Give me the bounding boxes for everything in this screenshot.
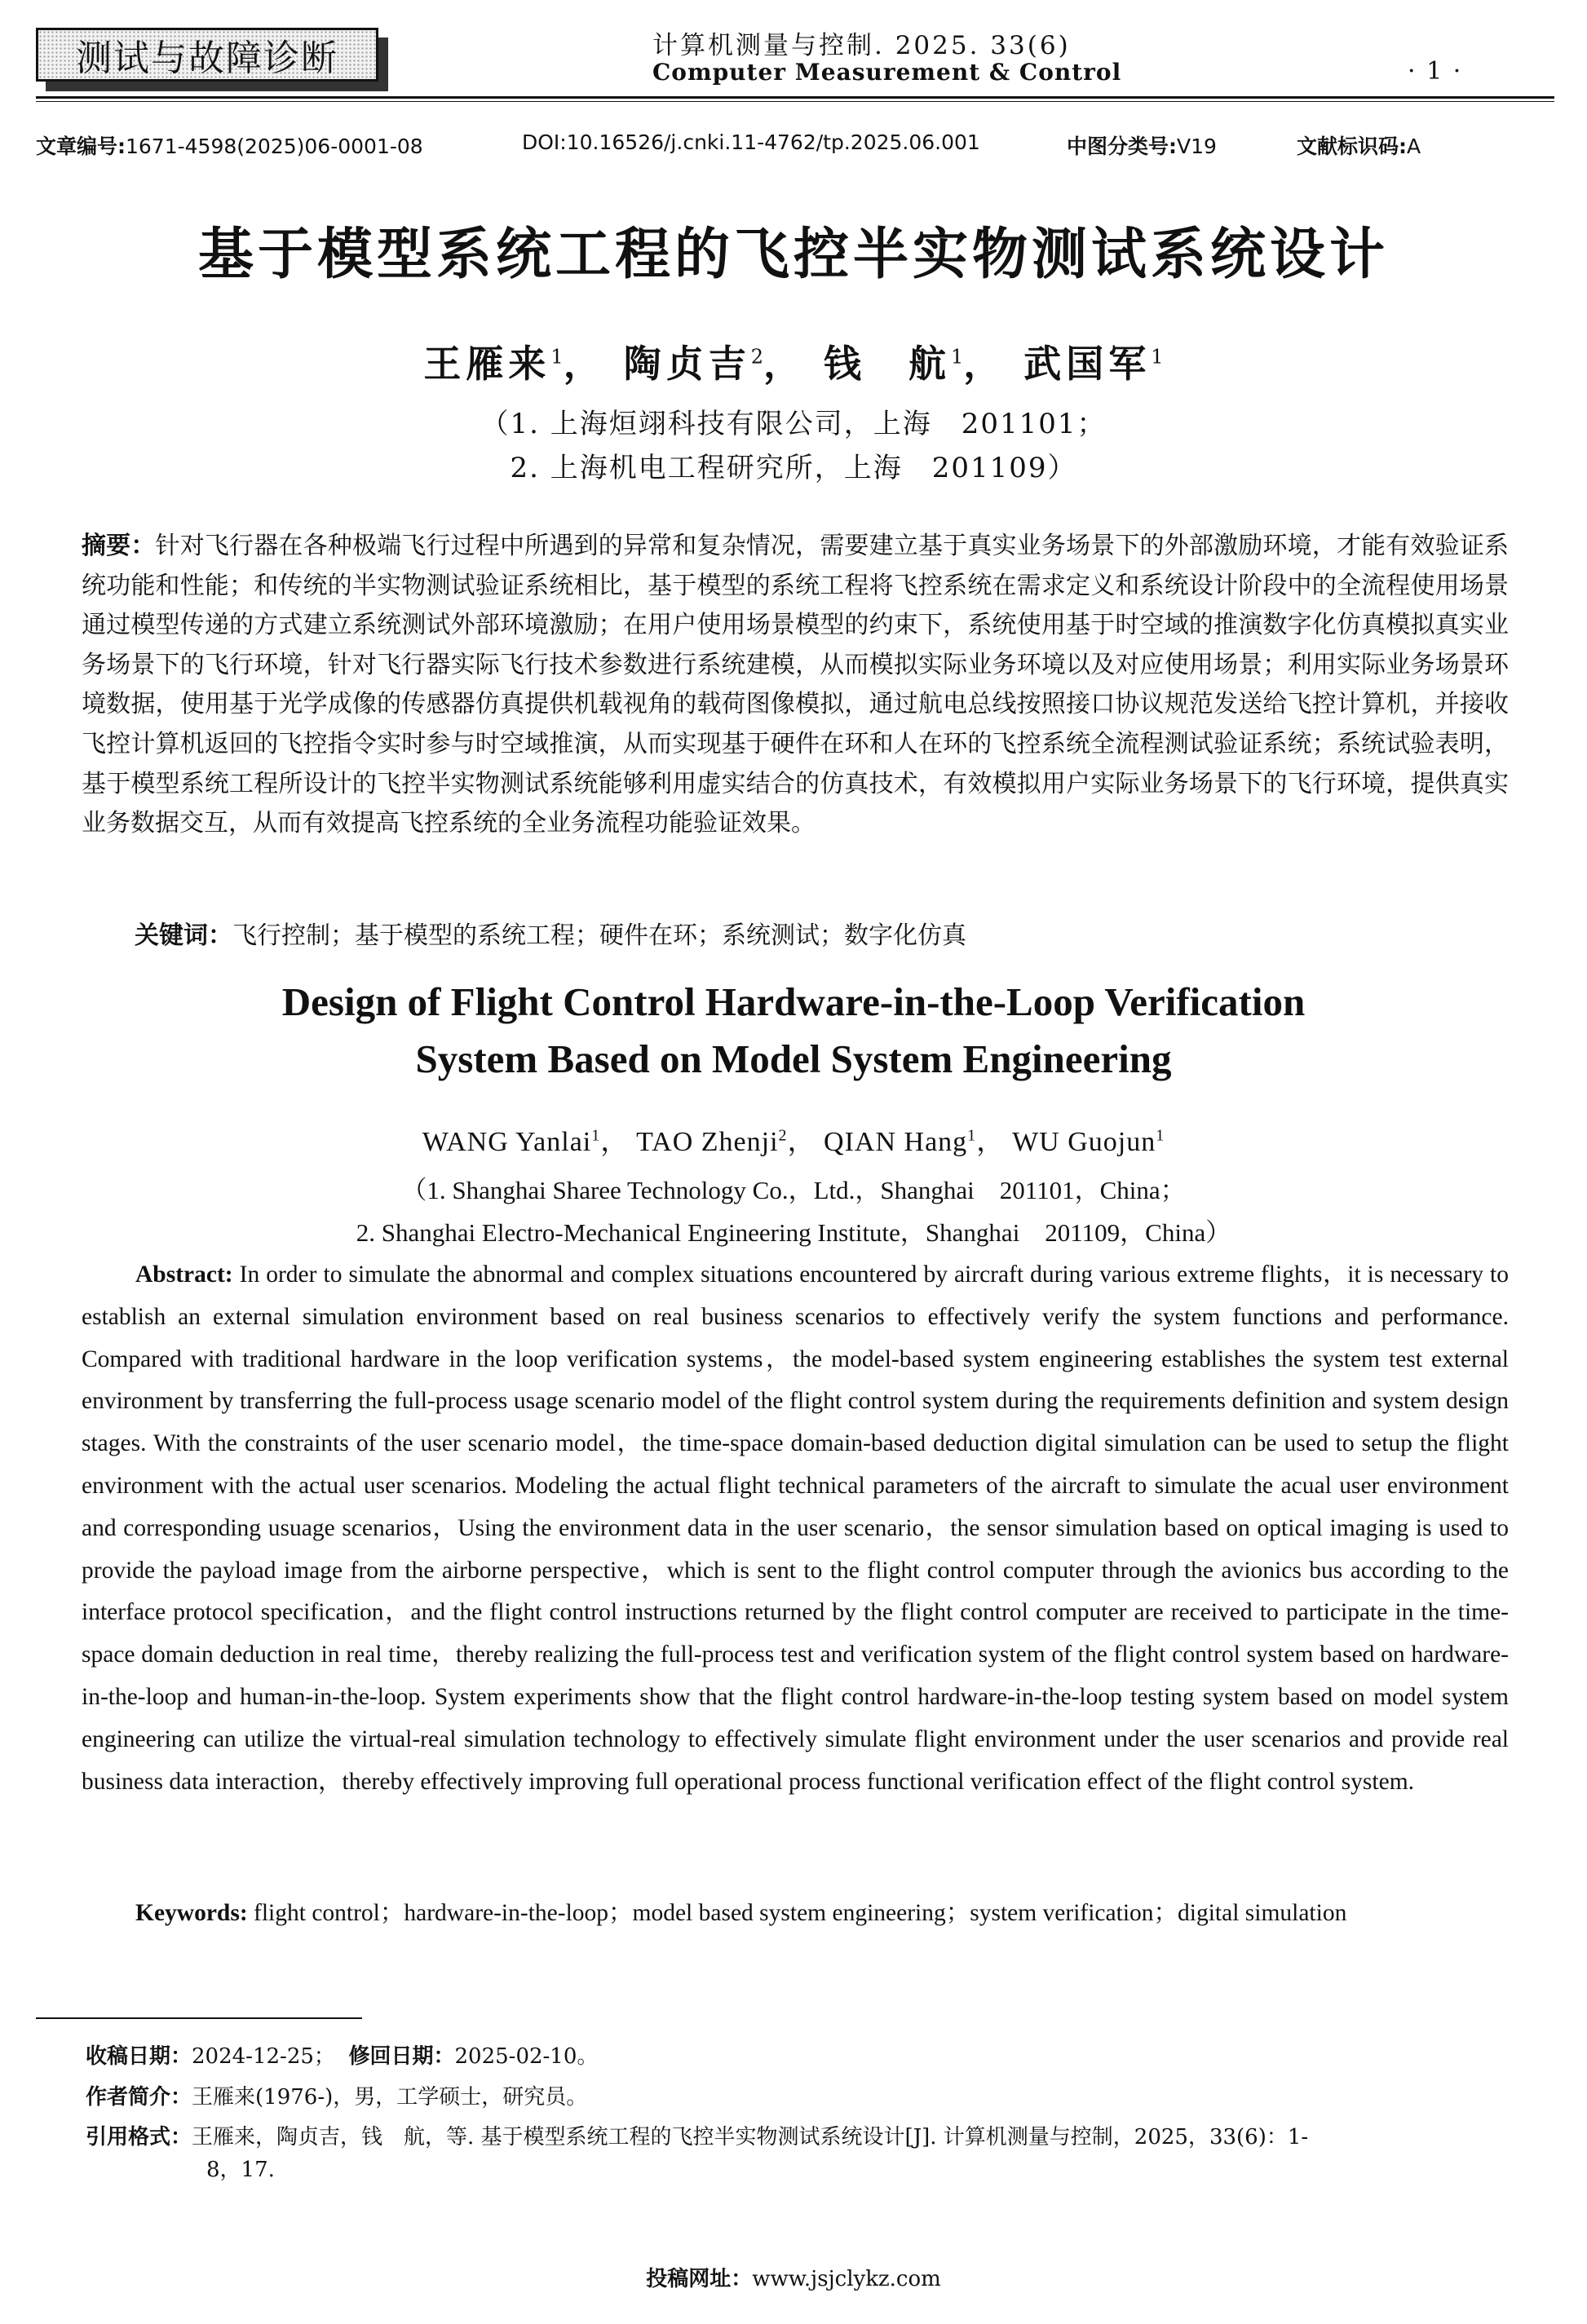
author-name: 王雁来 — [423, 342, 551, 386]
received-date: 2024-12-25； — [192, 2044, 335, 2069]
paper-title-en: System Based on Model System Engineering — [415, 1036, 1172, 1081]
author-name: TAO Zhenji — [636, 1127, 779, 1157]
author-bio-text: 王雁来(1976-)，男，工学硕士，研究员。 — [192, 2085, 588, 2110]
keywords-cn — [135, 915, 966, 951]
submission-url — [0, 2262, 1587, 2292]
received-label: 收稿日期： — [86, 2044, 192, 2069]
author-name: WANG Yanlai — [422, 1127, 592, 1157]
affiliation-en: （1. Shanghai Sharee Technology Co.，Ltd.，Shanghai 201101，China； — [401, 1176, 1186, 1204]
author-name: WU Guojun — [1012, 1127, 1156, 1157]
document-code-value: A — [1407, 135, 1421, 158]
article-number — [36, 130, 423, 160]
author-name: 陶贞吉 — [623, 342, 751, 386]
citation-label: 引用格式： — [86, 2125, 192, 2149]
author-affiliation-mark: 1 — [1151, 345, 1164, 369]
page-number: · 1 · — [1408, 57, 1463, 86]
section-badge-label: 测试与故障诊断 — [76, 38, 338, 79]
abstract-en-label: Abstract: — [135, 1261, 233, 1288]
abstract-cn-label: 摘要： — [82, 532, 156, 560]
authors-cn — [0, 334, 1587, 388]
submission-url-label: 投稿网址： — [646, 2267, 753, 2291]
author-separator: ， — [563, 342, 606, 386]
affiliation-en: 2. Shanghai Electro-Mechanical Engineering Institute，Shanghai 201109，China） — [356, 1218, 1231, 1247]
author-name: QIAN Hang — [824, 1127, 968, 1157]
keywords-cn-label: 关键词： — [135, 921, 232, 950]
section-badge — [36, 28, 378, 82]
author-affiliation-mark: 1 — [967, 1126, 977, 1145]
clc-code — [1067, 130, 1217, 160]
author-name: 钱 航 — [824, 342, 951, 386]
submission-url-link[interactable]: www.jsjclykz.com — [752, 2267, 941, 2291]
keywords-cn-text: 飞行控制；基于模型的系统工程；硬件在环；系统测试；数字化仿真 — [232, 921, 966, 950]
author-affiliation-mark: 2 — [778, 1126, 788, 1145]
header-rule-thin — [36, 101, 1554, 102]
citation-text-continued: 8，17. — [206, 2158, 275, 2182]
abstract-en-text: In order to simulate the abnormal and complex situations encountered by aircraft during various extreme flights，it is necessary to establish an external simulation environment based on real business scenarios to effectively verify the system functions and performance. Compared with traditional hardware in the loop verification systems，the model-based system engineering establishes the system test external environment by transferring the full-process usage scenario model of the flight control system during the requirements definition and system design stages. With the constraints of the user scenario model，the time-space domain-based deduction digital simulation can be used to setup the flight environment with the actual user scenarios. Modeling the actual flight technical parameters of the aircraft to simulate the acual user environment and corresponding usuage scenarios，Using the environment data in the user scenario，the sensor simulation based on optical imaging is used to provide the payload image from the airborne perspective，which is sent to the flight control computer through the avionics bus according to the interface protocol specification，and the flight control instructions returned by the flight control computer are received to participate in the time-space domain deduction in real time，thereby realizing the full-process test and verification system of the flight control system based on hardware-in-the-loop and human-in-the-loop. System experiments show that the flight control hardware-in-the-loop testing system based on model system engineering can utilize the virtual-real simulation technology to effectively simulate flight environment under the user scenarios and provide real business data interaction，thereby effectively improving full operational process functional verification effect of the flight control system. — [82, 1261, 1509, 1795]
received-dates — [86, 2040, 598, 2073]
author-separator: ， — [963, 342, 1006, 386]
author-bio — [86, 2081, 587, 2114]
document-code — [1297, 130, 1421, 160]
revised-label: 修回日期： — [348, 2044, 455, 2069]
paper-title-en: Design of Flight Control Hardware-in-the-Loop Verification — [281, 979, 1306, 1024]
author-separator: ， — [976, 1127, 1006, 1157]
author-bio-label: 作者简介： — [86, 2085, 192, 2110]
abstract-cn — [82, 527, 1509, 844]
author-affiliation-mark: 1 — [1156, 1126, 1165, 1145]
abstract-cn-text: 针对飞行器在各种极端飞行过程中所遇到的异常和复杂情况，需要建立基于真实业务场景下的外部激励环境，才能有效验证系统功能和性能；和传统的半实物测试验证系统相比，基于模型的系统工程将飞控系统在需求定义和系统设计阶段中的全流程使用场景通过模型传递的方式建立系统测试外部环境激励；在用户使用场景模型的约束下，系统使用基于时空域的推演数字化仿真模拟真实业务场景下的飞行环境，针对飞行器实际飞行技术参数进行系统建模，从而模拟实际业务环境以及对应使用场景；利用实际业务场景环境数据，使用基于光学成像的传感器仿真提供机载视角的载荷图像模拟，通过航电总线按照接口协议规范发送给飞控计算机，并接收飞控计算机返回的飞控指令实时参与时空域推演，从而实现基于硬件在环和人在环的飞控系统全流程测试验证系统；系统试验表明，基于模型系统工程所设计的飞控半实物测试系统能够利用虚实结合的仿真技术，有效模拟用户实际业务场景下的飞行环境，提供真实业务数据交互，从而有效提高飞控系统的全业务流程功能验证效果。 — [82, 532, 1510, 838]
revised-date: 2025-02-10。 — [454, 2044, 599, 2069]
footnote-rule — [36, 2017, 362, 2019]
author-name: 武国军 — [1023, 342, 1152, 386]
affiliation-cn: 2. 上海机电工程研究所，上海 201109） — [510, 452, 1077, 484]
header-rule — [36, 96, 1554, 99]
author-separator: ， — [787, 1127, 816, 1157]
affiliation-cn: （1. 上海烜翊科技有限公司，上海 201101； — [480, 408, 1107, 440]
keywords-en — [135, 1893, 1346, 1928]
authors-en — [0, 1119, 1587, 1159]
doi: DOI:10.16526/j.cnki.11-4762/tp.2025.06.001 — [522, 130, 980, 154]
author-separator: ， — [600, 1127, 630, 1157]
author-affiliation-mark: 1 — [591, 1126, 601, 1145]
citation-text: 王雁来，陶贞吉，钱 航，等. 基于模型系统工程的飞控半实物测试系统设计[J]. 计算机测量与控制，2025，33(6)：1- — [192, 2125, 1309, 2149]
journal-title-en: Computer Measurement & Control — [652, 59, 1122, 86]
author-affiliation-mark: 1 — [951, 345, 964, 369]
clc-code-label: 中图分类号: — [1067, 135, 1177, 158]
author-affiliation-mark: 1 — [550, 345, 564, 369]
document-code-label: 文献标识码: — [1297, 135, 1407, 158]
paper-title-cn: 基于模型系统工程的飞控半实物测试系统设计 — [197, 223, 1389, 287]
clc-code-value: V19 — [1177, 135, 1217, 158]
journal-title-cn: 计算机测量与控制. 2025. 33(6) — [652, 31, 1071, 60]
author-affiliation-mark: 2 — [750, 345, 763, 369]
abstract-en — [82, 1254, 1509, 1803]
citation-format — [86, 2121, 1562, 2186]
author-separator: ， — [763, 342, 806, 386]
article-number-value: 1671-4598(2025)06-0001-08 — [126, 135, 423, 158]
article-number-label: 文章编号: — [36, 135, 126, 158]
keywords-en-text: flight control；hardware-in-the-loop；model based system engineering；system verification；digital simulation — [254, 1900, 1347, 1926]
keywords-en-label: Keywords: — [135, 1900, 248, 1926]
